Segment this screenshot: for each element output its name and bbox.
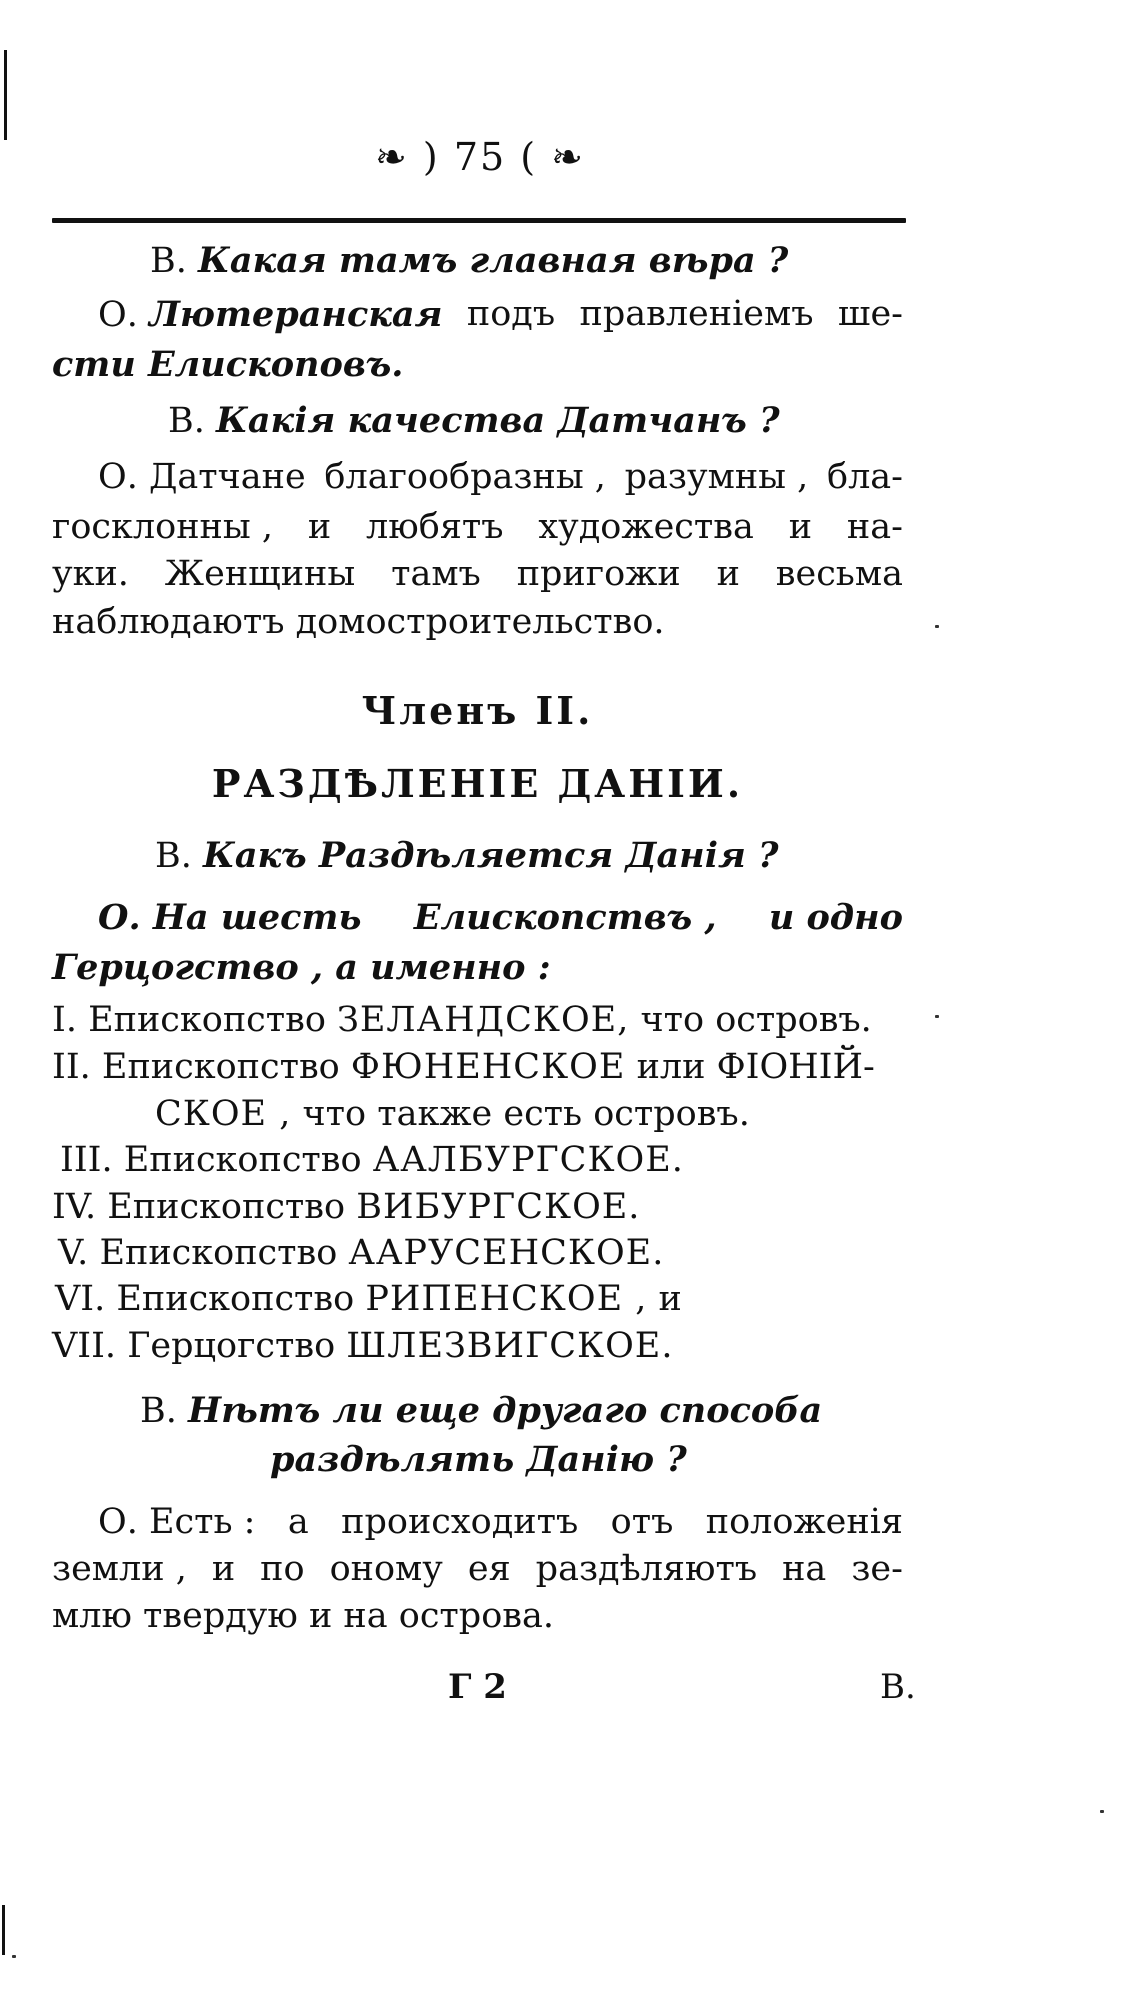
question-4-line-1 xyxy=(140,1390,823,1431)
list-name: РИПЕНСКОЕ , xyxy=(365,1279,648,1319)
answer-word: тамъ xyxy=(391,554,481,594)
list-item xyxy=(52,1326,674,1366)
answer-word: и xyxy=(211,1549,236,1589)
answer-word: разумны , xyxy=(624,457,809,497)
list-number: V. xyxy=(58,1233,89,1273)
answer-word: уки. xyxy=(52,554,129,594)
list-type: Епископство xyxy=(99,1233,338,1273)
answer-word: зе- xyxy=(851,1549,903,1589)
answer-2-line-2 xyxy=(52,507,903,547)
section-subtitle: РАЗДѢЛЕНІЕ ДАНІИ. xyxy=(211,761,744,806)
signature-mark: Г 2 xyxy=(448,1667,507,1707)
list-item xyxy=(55,1279,682,1319)
answer-2-line-3 xyxy=(52,554,903,594)
answer-word: правленіемъ xyxy=(579,294,814,334)
answer-word: отъ xyxy=(610,1502,674,1542)
answer-word: и xyxy=(307,507,332,547)
answer-2-line-4: наблюдаютъ домостроительство. xyxy=(52,602,665,642)
page-number-header: ❧ ) 75 ( ❧ xyxy=(375,135,585,179)
ink-speck xyxy=(935,1015,939,1018)
answer-word: на- xyxy=(846,507,903,547)
list-type: Епископство xyxy=(123,1140,362,1180)
list-number: IV. xyxy=(52,1187,97,1227)
question-label: В. xyxy=(155,836,192,876)
list-number: VI. xyxy=(55,1279,106,1319)
list-name: ШЛЕЗВИГСКОЕ. xyxy=(346,1326,674,1366)
answer-word: госклонны , xyxy=(52,507,273,547)
list-name: ААЛБУРГСКОЕ. xyxy=(372,1140,684,1180)
margin-mark xyxy=(4,50,7,140)
answer-4-line-1 xyxy=(98,1502,903,1542)
list-item-continuation xyxy=(155,1094,750,1134)
answer-4-line-2 xyxy=(52,1549,903,1589)
answer-word: по xyxy=(260,1549,305,1589)
question-text: Какая тамъ главная вѣра ? xyxy=(198,240,789,281)
answer-2-line-1 xyxy=(98,457,903,497)
list-rest: что также есть островъ. xyxy=(302,1094,750,1134)
ink-speck xyxy=(1100,1810,1104,1813)
list-number: I. xyxy=(52,1000,77,1040)
answer-label: О. xyxy=(98,295,138,335)
list-rest: и xyxy=(658,1279,682,1319)
answer-word: а xyxy=(287,1502,309,1542)
list-rest: или ФІОНІЙ- xyxy=(636,1047,875,1087)
answer-3-line-1 xyxy=(98,897,903,938)
list-number: II. xyxy=(52,1047,91,1087)
question-label: В. xyxy=(168,401,205,441)
list-item xyxy=(52,1047,907,1087)
list-number: VII. xyxy=(52,1326,117,1366)
answer-word: благообразны , xyxy=(324,457,606,497)
question-text: Какія качества Датчанъ ? xyxy=(216,400,780,441)
list-type: Герцогство xyxy=(127,1326,336,1366)
catchword: В. xyxy=(880,1667,916,1707)
header-rule xyxy=(52,218,906,223)
answer-word: весьма xyxy=(775,554,903,594)
answer-word: оному xyxy=(329,1549,443,1589)
answer-word: раздѣляютъ xyxy=(535,1549,758,1589)
list-item xyxy=(52,1000,907,1040)
list-name: ВИБУРГСКОЕ. xyxy=(356,1187,641,1227)
list-type: Епископство xyxy=(88,1000,326,1040)
ink-speck xyxy=(935,625,939,628)
section-title: Членъ II. xyxy=(361,688,594,733)
question-text: Нѣтъ ли еще другаго способа xyxy=(188,1390,823,1431)
answer-word: и xyxy=(788,507,813,547)
answer-word: любятъ xyxy=(366,507,504,547)
list-name: ААРУСЕНСКОЕ. xyxy=(348,1233,665,1273)
list-name: СКОЕ , xyxy=(155,1094,292,1134)
answer-4-line-3: млю твердую и на острова. xyxy=(52,1596,554,1636)
answer-word: Елископствъ , xyxy=(413,897,717,938)
question-label: В. xyxy=(150,241,187,281)
answer-word: подъ xyxy=(466,294,556,334)
answer-word: на xyxy=(782,1549,827,1589)
list-number: III. xyxy=(60,1140,113,1180)
margin-mark xyxy=(2,1905,5,1955)
list-rest: что островъ. xyxy=(640,1000,872,1040)
answer-word: Женщины xyxy=(164,554,356,594)
question-4-line-2: раздѣлять Данію ? xyxy=(270,1439,687,1480)
ink-speck xyxy=(12,1955,16,1958)
answer-word: и одно xyxy=(768,897,903,938)
answer-1-line-1 xyxy=(98,294,903,335)
answer-italic: Лютеранская xyxy=(148,294,443,335)
question-text: Какъ Раздѣляется Данія ? xyxy=(203,835,779,876)
list-type: Епископство xyxy=(107,1187,346,1227)
answer-word: О. Есть : xyxy=(98,1502,256,1542)
answer-3-line-2: Герцогство , а именно : xyxy=(52,947,551,988)
list-name: ЗЕЛАНДСКОЕ, xyxy=(337,1000,630,1040)
answer-word: ея xyxy=(467,1549,511,1589)
list-item xyxy=(60,1140,684,1180)
question-1 xyxy=(150,240,789,281)
answer-word: и xyxy=(716,554,740,594)
list-name: ФЮНЕНСКОЕ xyxy=(350,1047,626,1087)
question-label: В. xyxy=(140,1391,177,1431)
answer-word: пригожи xyxy=(516,554,681,594)
question-3 xyxy=(155,835,779,876)
list-item xyxy=(58,1233,665,1273)
answer-word: происходитъ xyxy=(341,1502,579,1542)
answer-word: земли , xyxy=(52,1549,187,1589)
list-type: Епископство xyxy=(116,1279,355,1319)
answer-word: положенія xyxy=(705,1502,903,1542)
question-2 xyxy=(168,400,780,441)
answer-word: ше- xyxy=(837,294,903,334)
answer-1-line-2: сти Елископовъ. xyxy=(52,344,404,385)
list-item xyxy=(52,1187,641,1227)
answer-word: бла- xyxy=(827,457,903,497)
answer-word: О. На шесть xyxy=(98,897,362,938)
answer-word: О. Датчане xyxy=(98,457,306,497)
answer-word: художества xyxy=(538,507,754,547)
list-type: Епископство xyxy=(101,1047,340,1087)
